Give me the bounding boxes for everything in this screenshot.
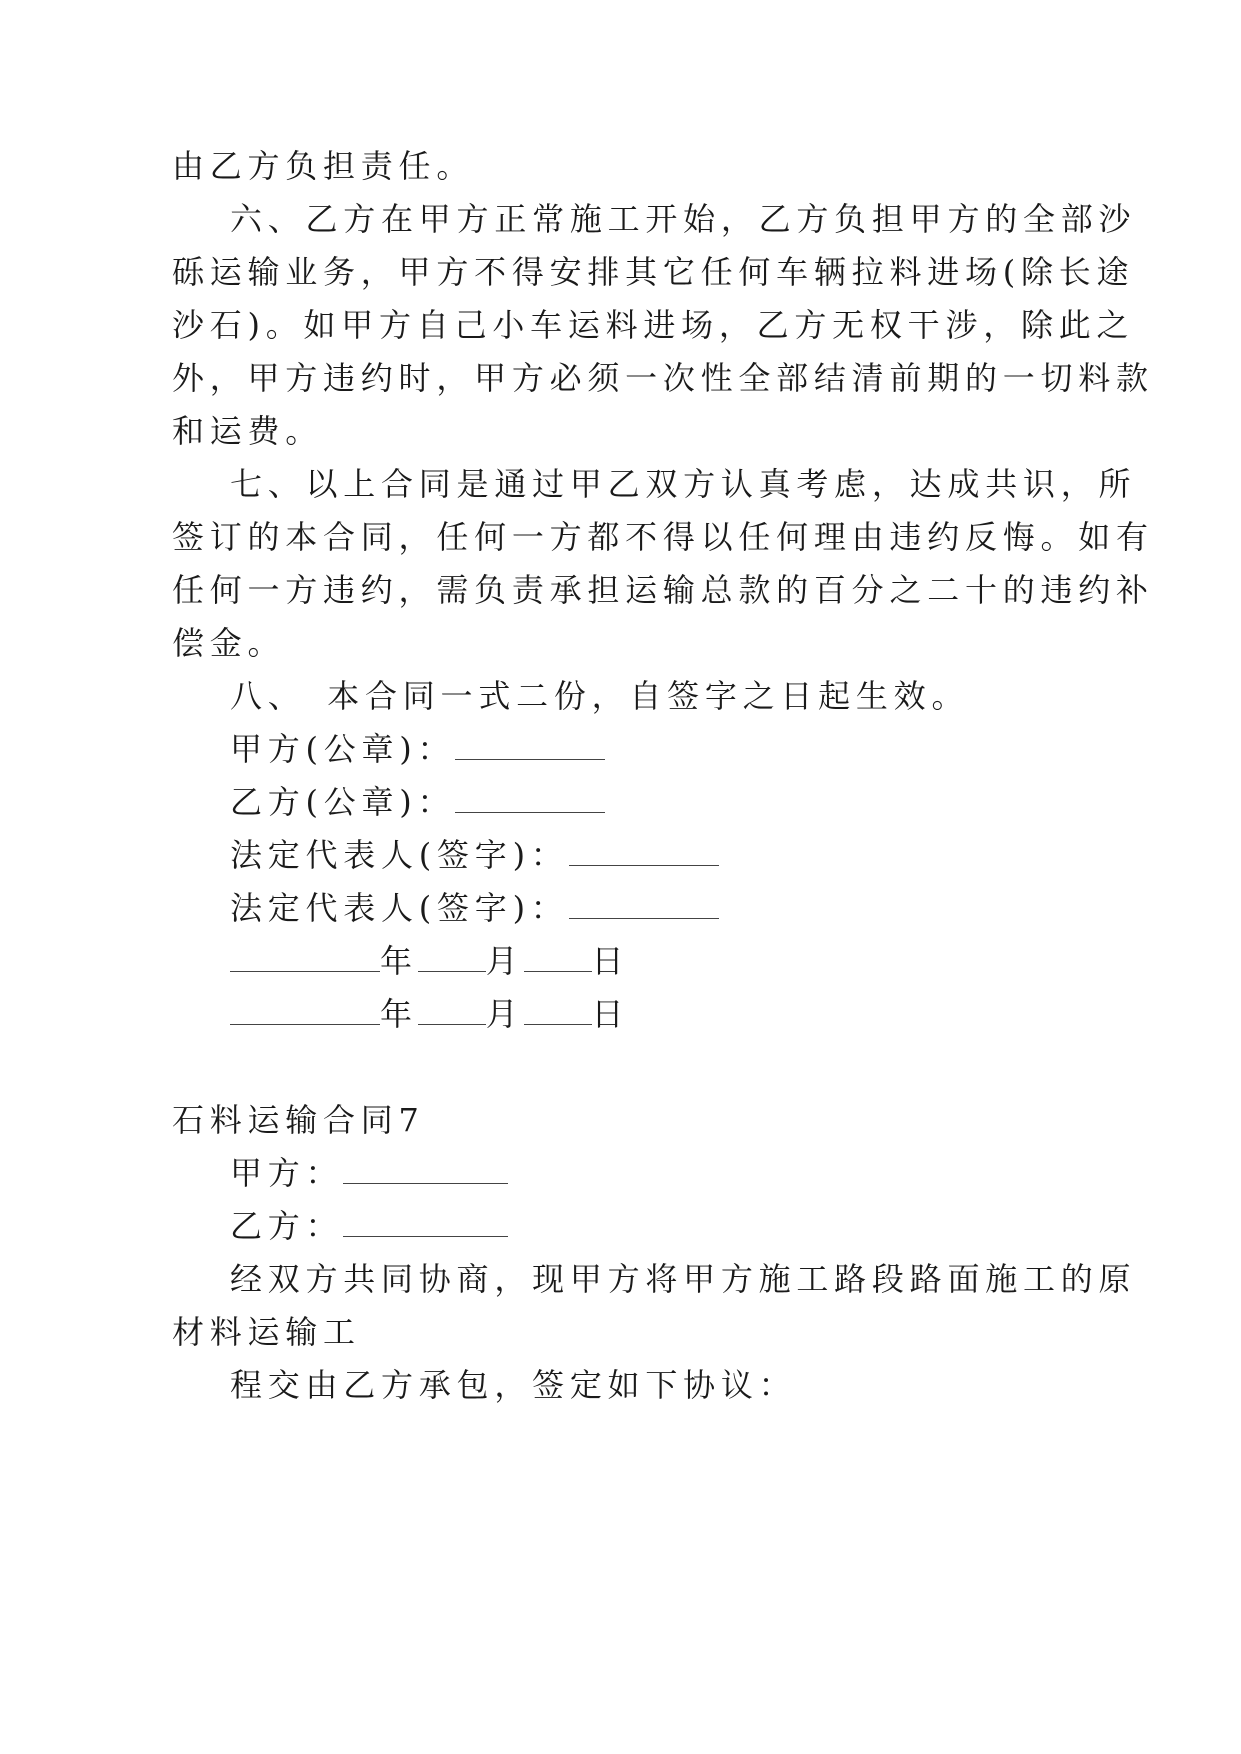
date-2-year-blank <box>230 998 380 1025</box>
signature-party-b <box>230 782 605 822</box>
signature-rep-a <box>230 835 719 875</box>
date-line-1 <box>230 941 629 981</box>
clause-7-line-1: 七、以上合同是通过甲乙双方认真考虑，达成共识，所 <box>230 465 1137 503</box>
party-a-seal-blank <box>455 733 605 760</box>
date-1-day-blank <box>524 945 592 972</box>
contract7-party-a-blank <box>343 1157 508 1184</box>
party-b-seal-label: 乙方(公章)： <box>230 783 456 821</box>
contract7-party-a <box>230 1153 508 1193</box>
contract7-party-a-label: 甲方： <box>230 1154 344 1192</box>
date-2-month-blank <box>418 998 486 1025</box>
paragraph-5-tail: 由乙方负担责任。 <box>172 147 475 185</box>
rep-a-label: 法定代表人(签字)： <box>230 836 569 874</box>
contract7-intro-line-3: 程交由乙方承包，签定如下协议： <box>230 1366 797 1404</box>
date-2-day-blank <box>524 998 592 1025</box>
date-1-year-label: 年 <box>380 942 418 980</box>
date-2-year-label: 年 <box>380 995 418 1033</box>
date-2-month-label: 月 <box>485 995 524 1033</box>
date-line-2 <box>230 994 629 1034</box>
signature-rep-b <box>230 888 719 928</box>
signature-party-a <box>230 729 605 769</box>
clause-7-line-2: 签订的本合同，任何一方都不得以任何理由违约反悔。如有 <box>172 518 1154 556</box>
party-b-seal-blank <box>455 786 605 813</box>
contract7-party-b-blank <box>343 1210 508 1237</box>
party-a-seal-label: 甲方(公章)： <box>230 730 456 768</box>
date-1-day-label: 日 <box>591 942 630 980</box>
clause-7-line-3: 任何一方违约，需负责承担运输总款的百分之二十的违约补 <box>172 571 1154 609</box>
rep-b-label: 法定代表人(签字)： <box>230 889 569 927</box>
clause-6-line-1: 六、乙方在甲方正常施工开始，乙方负担甲方的全部沙 <box>230 200 1137 238</box>
date-2-day-label: 日 <box>591 995 630 1033</box>
contract7-party-b <box>230 1206 508 1246</box>
clause-7-line-4: 偿金。 <box>172 624 286 662</box>
date-1-month-label: 月 <box>485 942 524 980</box>
clause-6-line-5: 和运费。 <box>172 412 324 450</box>
rep-a-blank <box>569 839 719 866</box>
clause-6-line-4: 外，甲方违约时，甲方必须一次性全部结清前期的一切料款 <box>172 359 1154 397</box>
clause-8: 八、 本合同一式二份，自签字之日起生效。 <box>230 677 970 715</box>
rep-b-blank <box>569 892 719 919</box>
contract7-intro-line-2: 材料运输工 <box>172 1313 361 1351</box>
date-1-month-blank <box>418 945 486 972</box>
section-title: 石料运输合同7 <box>172 1101 425 1139</box>
clause-6-line-3: 沙石)。如甲方自己小车运料进场，乙方无权干涉，除此之 <box>172 306 1135 344</box>
contract7-party-b-label: 乙方： <box>230 1207 344 1245</box>
date-1-year-blank <box>230 945 380 972</box>
clause-6-line-2: 砾运输业务，甲方不得安排其它任何车辆拉料进场(除长途 <box>172 253 1135 291</box>
contract7-intro-line-1: 经双方共同协商，现甲方将甲方施工路段路面施工的原 <box>230 1260 1137 1298</box>
